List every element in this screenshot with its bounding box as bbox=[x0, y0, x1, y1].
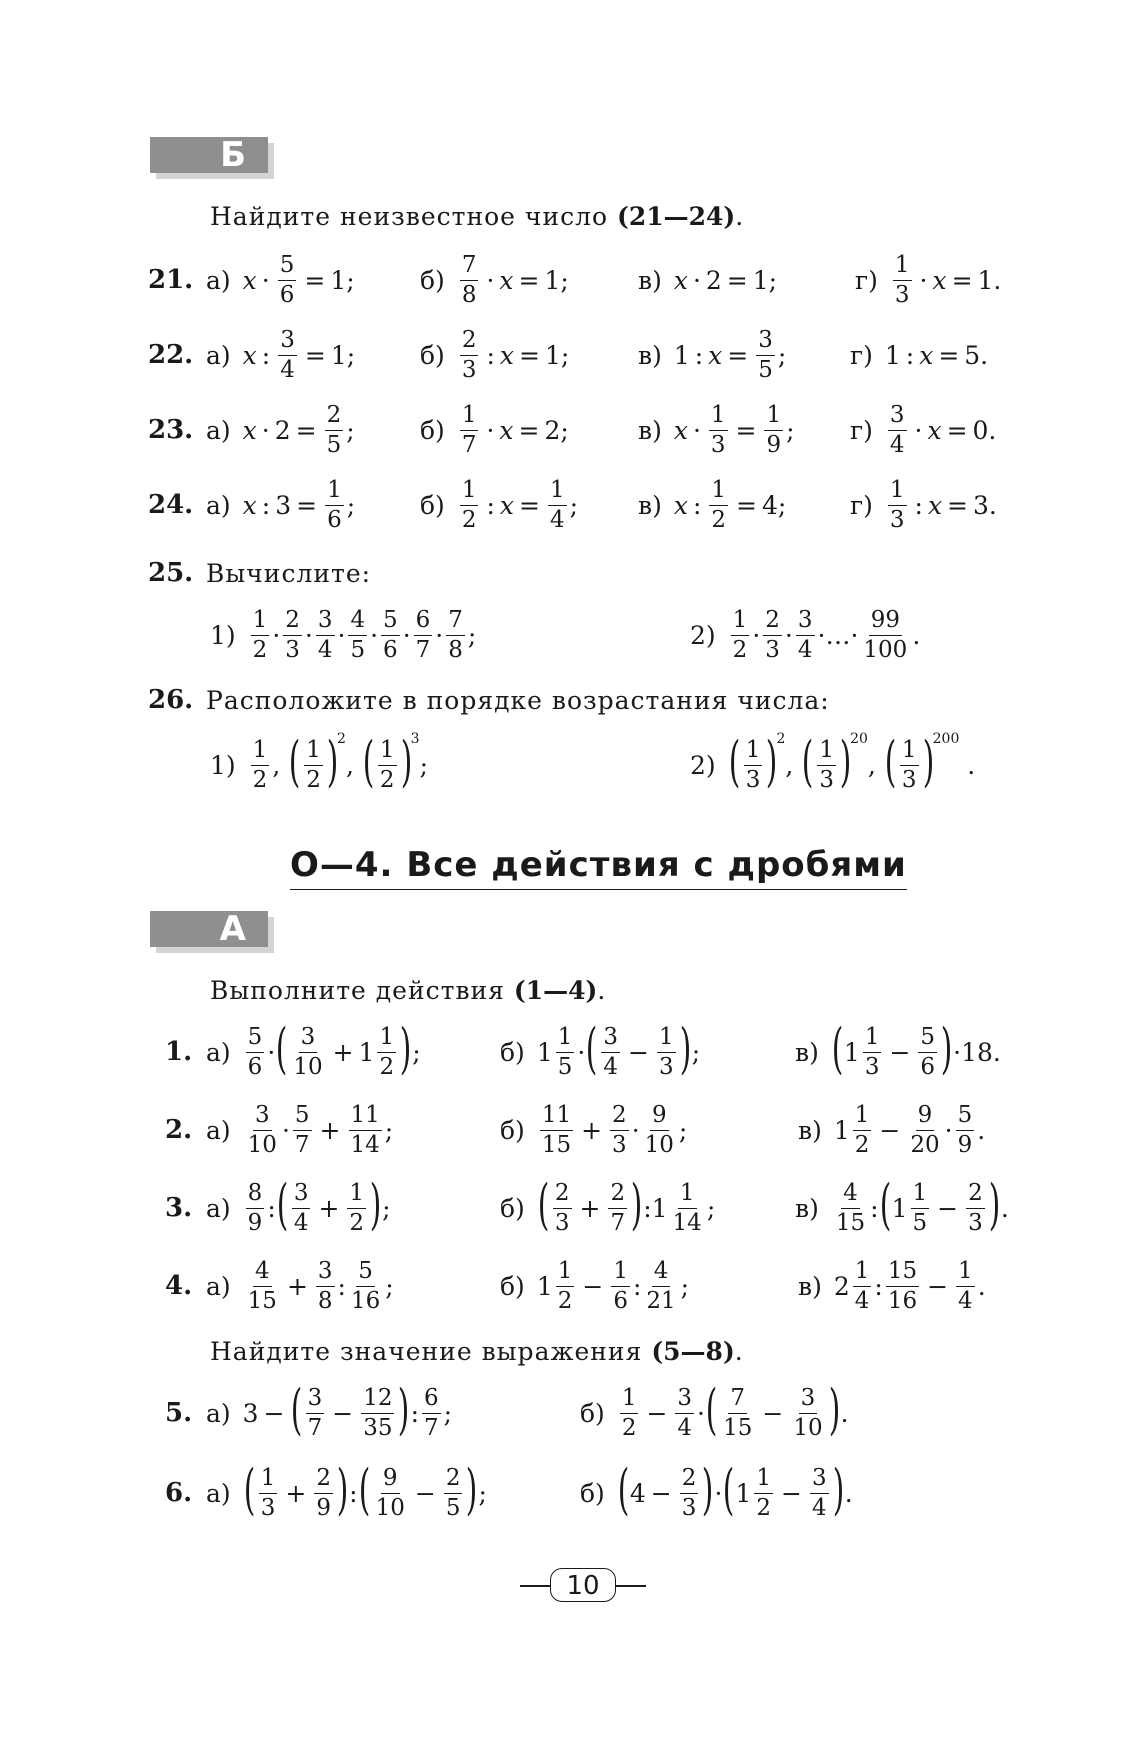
expression: ( 4 − $\frac{2}{3}$ ) · ( 1 $\frac{1}{2}$ − $\frac{3}{4}$ ) . bbox=[617, 1458, 853, 1521]
part-label: а) bbox=[206, 265, 231, 295]
instruction-a2 bbox=[210, 1337, 744, 1366]
problem-22 bbox=[0, 315, 1126, 395]
instruction-text: Найдите неизвестное число bbox=[210, 202, 609, 231]
problem-number: 1. bbox=[165, 1037, 193, 1067]
section-title: О—4. Все действия с дробями bbox=[290, 845, 907, 890]
expression: $\frac{2}{3}$ : x = 1; bbox=[461, 327, 570, 383]
part-label: б) bbox=[580, 1398, 605, 1428]
part-label: в) bbox=[798, 1115, 822, 1145]
expression: $\frac{1}{2}$ · $\frac{2}{3}$ · $\frac{3}{4}$ · $\frac{4}{5}$ · $\frac{5}{6}$ · $\frac{6}{7}$ · $\frac{7}{8}$ ; bbox=[252, 607, 477, 663]
part-label: в) bbox=[795, 1037, 819, 1067]
problem-6-a bbox=[206, 1453, 487, 1533]
problem-21-a bbox=[206, 240, 355, 320]
instruction-end: . bbox=[734, 1337, 744, 1366]
problem-5-b bbox=[580, 1373, 849, 1453]
page-number-label: 10 bbox=[550, 1568, 616, 1602]
expression: 1 $\frac{1}{5}$ · ( $\frac{3}{4}$ − $\frac{1}{3}$ ) ; bbox=[536, 1017, 701, 1080]
part-label: г) bbox=[850, 340, 873, 370]
problem-6 bbox=[0, 1453, 1126, 1533]
problem-22-g bbox=[850, 315, 988, 395]
expression: $\frac{1}{2}$ , ( $\frac{1}{2}$ ) 2 , ( $\frac{1}{2}$ ) 3 ; bbox=[252, 730, 428, 793]
problem-21 bbox=[0, 240, 1126, 320]
expression: x · 2 = $\frac{2}{5}$ ; bbox=[242, 402, 355, 458]
problem-26-1 bbox=[210, 725, 428, 805]
expression: $\frac{7}{8}$ · x = 1; bbox=[461, 252, 569, 308]
part-label: а) bbox=[206, 490, 231, 520]
expression: $\frac{4}{15}$ + $\frac{3}{8}$ : $\frac{5}{16}$ ; bbox=[247, 1258, 394, 1314]
part-label: г) bbox=[855, 265, 878, 295]
instruction-b bbox=[210, 202, 744, 231]
expression: x : $\frac{1}{2}$ = 4; bbox=[673, 477, 787, 533]
part-label: 1) bbox=[210, 750, 236, 780]
expression: $\frac{1}{3}$ · x = 1. bbox=[894, 252, 1002, 308]
expression: ( $\frac{1}{3}$ + $\frac{2}{9}$ ) : ( $\frac{9}{10}$ − $\frac{2}{5}$ ) ; bbox=[243, 1458, 487, 1521]
instruction-range: (1—4) bbox=[513, 976, 598, 1005]
problem-3 bbox=[0, 1168, 1126, 1248]
problem-23-b bbox=[420, 390, 569, 470]
expression: $\frac{5}{6}$ · ( $\frac{3}{10}$ + 1 $\frac{1}{2}$ ) ; bbox=[247, 1017, 421, 1080]
part-label: а) bbox=[206, 1271, 231, 1301]
part-label: 1) bbox=[210, 620, 236, 650]
problem-22-a bbox=[206, 315, 355, 395]
expression: $\frac{3}{4}$ · x = 0. bbox=[889, 402, 997, 458]
part-label: а) bbox=[206, 340, 231, 370]
expression: ( 1 $\frac{1}{3}$ − $\frac{5}{6}$ ) ·18. bbox=[831, 1017, 1001, 1080]
instruction-text: Выполните действия bbox=[210, 976, 505, 1005]
part-label: а) bbox=[206, 1478, 231, 1508]
problem-1-v bbox=[795, 1012, 1001, 1092]
expression: x · $\frac{1}{3}$ = $\frac{1}{9}$ ; bbox=[673, 402, 795, 458]
instruction-text: Найдите значение выражения bbox=[210, 1337, 643, 1366]
problem-21-b bbox=[420, 240, 569, 320]
expression: $\frac{1}{3}$ : x = 3. bbox=[889, 477, 997, 533]
problem-21-v bbox=[638, 240, 777, 320]
part-label: б) bbox=[580, 1478, 605, 1508]
part-label: б) bbox=[420, 265, 445, 295]
part-label: 2) bbox=[690, 620, 716, 650]
part-label: б) bbox=[500, 1037, 525, 1067]
problem-26-2 bbox=[690, 725, 975, 805]
instruction-range: (5—8) bbox=[651, 1337, 735, 1366]
expression: $\frac{3}{10}$ · $\frac{5}{7}$ + $\frac{11}{14}$ ; bbox=[247, 1102, 394, 1158]
expression: $\frac{8}{9}$ : ( $\frac{3}{4}$ + $\frac{1}{2}$ ) ; bbox=[247, 1173, 391, 1236]
expression: 1 : x = 5. bbox=[884, 340, 989, 370]
problem-4-v bbox=[798, 1246, 986, 1326]
problem-number: 2. bbox=[165, 1115, 193, 1145]
instruction-a1 bbox=[210, 976, 606, 1005]
part-label: в) bbox=[638, 490, 662, 520]
part-label: б) bbox=[420, 415, 445, 445]
problem-number: 22. bbox=[148, 340, 194, 370]
expression: $\frac{1}{2}$ − $\frac{3}{4}$ · ( $\frac{7}{15}$ − $\frac{3}{10}$ ) . bbox=[621, 1378, 849, 1441]
expression: x · 2 = 1; bbox=[673, 265, 778, 295]
part-label: в) bbox=[638, 415, 662, 445]
expression: $\frac{4}{15}$ : ( 1 $\frac{1}{5}$ − $\frac{2}{3}$ ) . bbox=[835, 1173, 1009, 1236]
problem-number: 23. bbox=[148, 415, 194, 445]
expression: $\frac{11}{15}$ + $\frac{2}{3}$ · $\frac{9}{10}$ ; bbox=[541, 1102, 688, 1158]
expression: 3 − ( $\frac{3}{7}$ − $\frac{12}{35}$ ) : $\frac{6}{7}$ ; bbox=[242, 1378, 453, 1441]
expression: x : 3 = $\frac{1}{6}$ ; bbox=[242, 477, 356, 533]
problem-23-a bbox=[206, 390, 355, 470]
part-label: б) bbox=[420, 490, 445, 520]
problem-number: 24. bbox=[148, 490, 194, 520]
problem-5-a bbox=[206, 1373, 452, 1453]
part-label: в) bbox=[638, 265, 662, 295]
expression: $\frac{1}{7}$ · x = 2; bbox=[461, 402, 569, 458]
problem-2-b bbox=[500, 1090, 687, 1170]
problem-2-v bbox=[798, 1090, 985, 1170]
problem-5 bbox=[0, 1373, 1126, 1453]
expression: 2 $\frac{1}{4}$ : $\frac{15}{16}$ − $\frac{1}{4}$ . bbox=[833, 1258, 986, 1314]
page-number bbox=[520, 1568, 646, 1604]
expression: 1 $\frac{1}{2}$ − $\frac{9}{20}$ · $\frac{5}{9}$ . bbox=[833, 1102, 986, 1158]
problem-3-a bbox=[206, 1168, 391, 1248]
section-badge-a: А bbox=[150, 911, 268, 947]
part-label: б) bbox=[500, 1115, 525, 1145]
part-label: г) bbox=[850, 415, 873, 445]
part-label: а) bbox=[206, 415, 231, 445]
problem-23-g bbox=[850, 390, 996, 470]
expression: ( $\frac{1}{3}$ ) 2 , ( $\frac{1}{3}$ ) 20 , ( $\frac{1}{3}$ ) 200 . bbox=[728, 730, 976, 793]
problem-22-b bbox=[420, 315, 569, 395]
section-badge-b: Б bbox=[150, 137, 268, 173]
problem-26-parts bbox=[0, 725, 1126, 805]
problem-2-a bbox=[206, 1090, 393, 1170]
part-label: а) bbox=[206, 1193, 231, 1223]
part-label: б) bbox=[500, 1193, 525, 1223]
problem-number: 3. bbox=[165, 1193, 193, 1223]
problem-23 bbox=[0, 390, 1126, 470]
problem-2 bbox=[0, 1090, 1126, 1170]
problem-1 bbox=[0, 1012, 1126, 1092]
part-label: а) bbox=[206, 1115, 231, 1145]
part-label: б) bbox=[500, 1271, 525, 1301]
part-label: г) bbox=[850, 490, 873, 520]
part-label: в) bbox=[798, 1271, 822, 1301]
problem-22-v bbox=[638, 315, 786, 395]
expression: $\frac{1}{2}$ : x = $\frac{1}{4}$ ; bbox=[461, 477, 579, 533]
problem-3-b bbox=[500, 1168, 715, 1248]
problem-3-v bbox=[795, 1168, 1009, 1248]
problem-6-b bbox=[580, 1453, 853, 1533]
problem-23-v bbox=[638, 390, 795, 470]
problem-21-g bbox=[855, 240, 1001, 320]
problem-number: 25. bbox=[148, 558, 194, 588]
problem-number: 21. bbox=[148, 265, 194, 295]
problem-1-a bbox=[206, 1012, 421, 1092]
expression: 1 $\frac{1}{2}$ − $\frac{1}{6}$ : $\frac{4}{21}$ ; bbox=[536, 1258, 690, 1314]
problem-1-b bbox=[500, 1012, 700, 1092]
expression: x · $\frac{5}{6}$ = 1; bbox=[242, 252, 355, 308]
part-label: б) bbox=[420, 340, 445, 370]
problem-4-a bbox=[206, 1246, 394, 1326]
problem-number: 4. bbox=[165, 1271, 193, 1301]
part-label: а) bbox=[206, 1037, 231, 1067]
instruction-end: . bbox=[735, 202, 745, 231]
problem-number: 26. bbox=[148, 685, 194, 715]
expression: x : $\frac{3}{4}$ = 1; bbox=[242, 327, 356, 383]
problem-number: 6. bbox=[165, 1478, 193, 1508]
part-label: 2) bbox=[690, 750, 716, 780]
problem-text: Вычислите: bbox=[206, 558, 372, 588]
problem-number: 5. bbox=[165, 1398, 193, 1428]
part-label: в) bbox=[795, 1193, 819, 1223]
expression: 1 : x = $\frac{3}{5}$ ; bbox=[673, 327, 787, 383]
instruction-end: . bbox=[597, 976, 607, 1005]
part-label: а) bbox=[206, 1398, 231, 1428]
problem-4 bbox=[0, 1246, 1126, 1326]
problem-text: Расположите в порядке возрастания числа: bbox=[206, 685, 830, 715]
problem-4-b bbox=[500, 1246, 689, 1326]
expression: $\frac{1}{2}$ · $\frac{2}{3}$ · $\frac{3}{4}$ ·…· $\frac{99}{100}$ . bbox=[732, 607, 921, 663]
part-label: в) bbox=[638, 340, 662, 370]
expression: ( $\frac{2}{3}$ + $\frac{2}{7}$ ) :1 $\frac{1}{14}$ ; bbox=[537, 1173, 716, 1236]
instruction-range: (21—24) bbox=[617, 202, 736, 231]
